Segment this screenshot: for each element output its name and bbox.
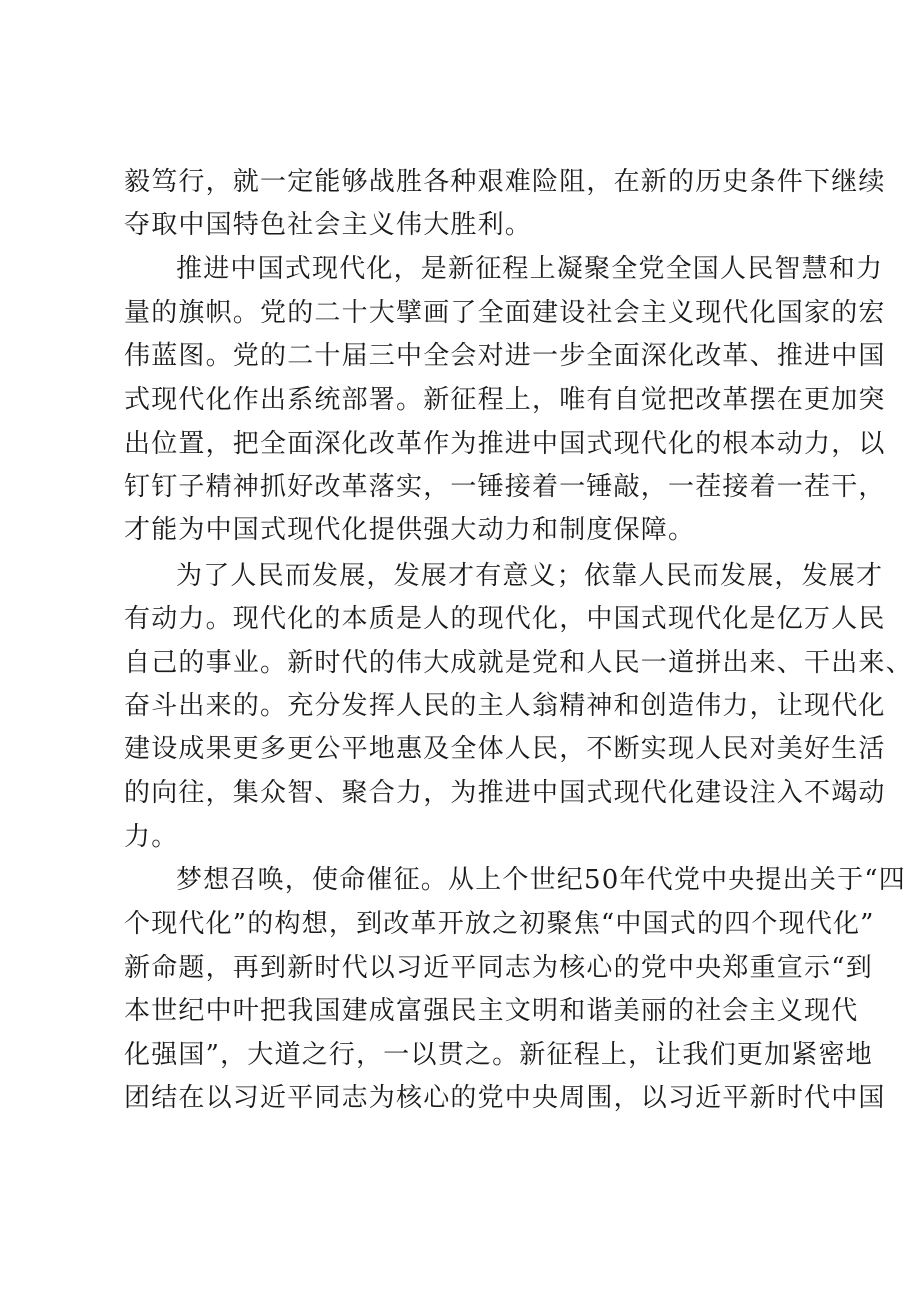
text-line: 团结在以习近平同志为核心的党中央周围，以习近平新时代中国	[124, 1083, 886, 1113]
text-line: 本世纪中叶把我国建成富强民主文明和谐美丽的社会主义现代	[124, 996, 859, 1026]
text-line: 有动力。现代化的本质是人的现代化，中国式现代化是亿万人民	[124, 604, 886, 634]
text-line: 才能为中国式现代化提供强大动力和制度保障。	[124, 515, 696, 545]
paragraph-start-line: 梦想召唤，使命催征。从上个世纪50年代党中央提出关于“四	[176, 865, 906, 895]
text-line: 伟蓝图。党的二十届三中全会对进一步全面深化改革、推进中国	[124, 341, 886, 371]
text-line: 力。	[124, 822, 179, 852]
text-line: 建设成果更多更公平地惠及全体人民，不断实现人民对美好生活	[124, 734, 886, 764]
text-line: 出位置，把全面深化改革作为推进中国式现代化的根本动力，以	[124, 429, 886, 459]
text-line: 钉钉子精神抓好改革落实，一锤接着一锤敲，一茬接着一茬干，	[124, 472, 886, 502]
text-line: 夺取中国特色社会主义伟大胜利。	[124, 210, 533, 240]
text-line: 个现代化”的构想，到改革开放之初聚焦“中国式的四个现代化”	[124, 909, 875, 939]
text-line: 毅笃行，就一定能够战胜各种艰难险阻，在新的历史条件下继续	[124, 167, 886, 197]
text-line: 式现代化作出系统部署。新征程上，唯有自觉把改革摆在更加突	[124, 385, 886, 415]
text-line: 化强国”，大道之行，一以贯之。新征程上，让我们更加紧密地	[124, 1040, 873, 1070]
text-line: 新命题，再到新时代以习近平同志为核心的党中央郑重宣示“到	[124, 953, 873, 983]
text-line: 量的旗帜。党的二十大擘画了全面建设社会主义现代化国家的宏	[124, 298, 886, 328]
paragraph-start-line: 推进中国式现代化，是新征程上凝聚全党全国人民智慧和力	[176, 254, 884, 284]
text-line: 的向往，集众智、聚合力，为推进中国式现代化建设注入不竭动	[124, 778, 886, 808]
text-line: 自己的事业。新时代的伟大成就是党和人民一道拼出来、干出来、	[124, 648, 913, 678]
text-line: 奋斗出来的。充分发挥人民的主人翁精神和创造伟力，让现代化	[124, 691, 886, 721]
paragraph-start-line: 为了人民而发展，发展才有意义；依靠人民而发展，发展才	[176, 561, 884, 591]
